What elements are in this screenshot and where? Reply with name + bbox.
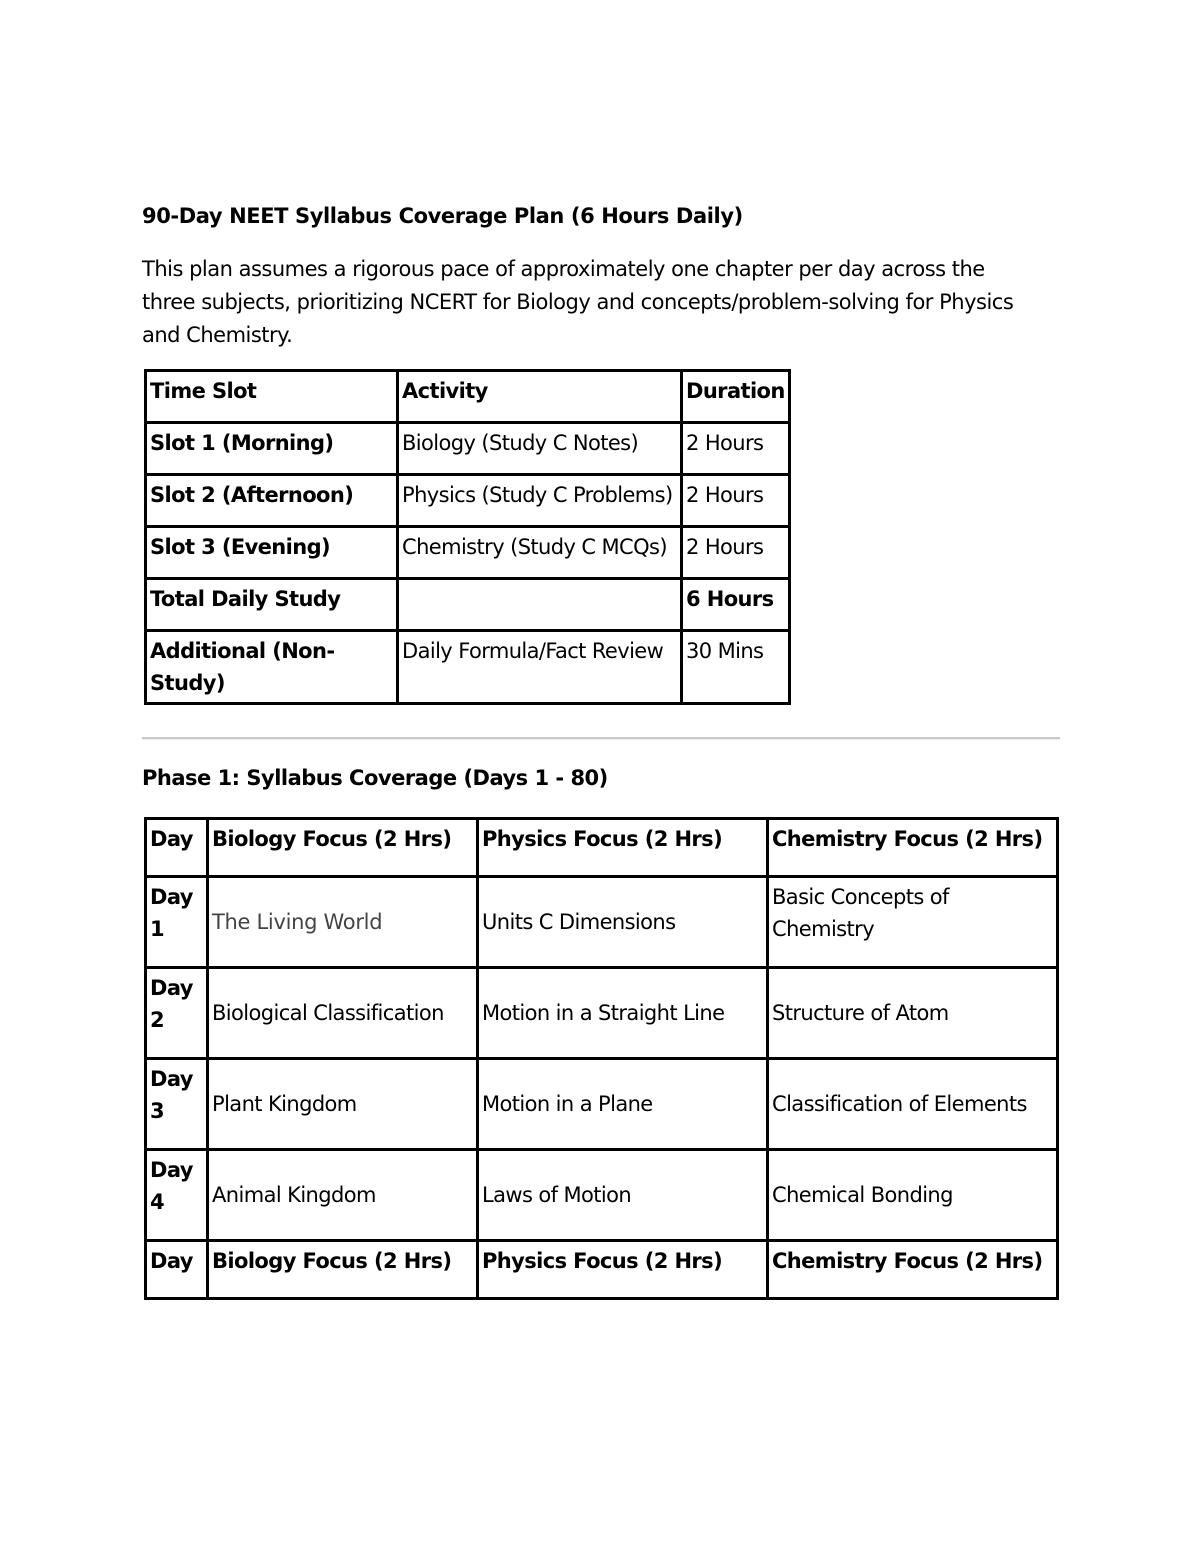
- document-title: 90-Day NEET Syllabus Coverage Plan (6 Hours Daily): [142, 204, 743, 228]
- activity-cell: Physics (Study C Problems): [398, 475, 682, 527]
- table-row: [146, 527, 790, 579]
- header-time-slot: Time Slot: [146, 371, 398, 423]
- chemistry-cell: Chemical Bonding: [768, 1150, 1058, 1241]
- biology-cell: Biological Classification: [208, 968, 478, 1059]
- daily-schedule-table: [144, 369, 791, 705]
- activity-cell: Daily Formula/Fact Review: [398, 631, 682, 704]
- slot-cell: Slot 3 (Evening): [146, 527, 398, 579]
- biology-cell: Plant Kingdom: [208, 1059, 478, 1150]
- duration-cell: 2 Hours: [682, 527, 790, 579]
- physics-cell: Motion in a Straight Line: [478, 968, 768, 1059]
- biology-topic: The Living World: [212, 910, 383, 934]
- footer-chemistry: Chemistry Focus (2 Hrs): [768, 1241, 1058, 1299]
- physics-cell: Laws of Motion: [478, 1150, 768, 1241]
- footer-biology: Biology Focus (2 Hrs): [208, 1241, 478, 1299]
- horizontal-divider: [142, 737, 1060, 739]
- table-row: [146, 579, 790, 631]
- table-row: [146, 475, 790, 527]
- table-row: [146, 968, 1058, 1059]
- activity-cell: Chemistry (Study C MCQs): [398, 527, 682, 579]
- table-row: [146, 1059, 1058, 1150]
- phase1-coverage-table: [144, 817, 1059, 1300]
- header-duration: Duration: [682, 371, 790, 423]
- slot-cell: Slot 1 (Morning): [146, 423, 398, 475]
- day-cell: Day 2: [146, 968, 208, 1059]
- chemistry-cell: Classification of Elements: [768, 1059, 1058, 1150]
- footer-physics: Physics Focus (2 Hrs): [478, 1241, 768, 1299]
- duration-cell: 30 Mins: [682, 631, 790, 704]
- chemistry-cell: Structure of Atom: [768, 968, 1058, 1059]
- day-cell: Day 1: [146, 877, 208, 968]
- biology-cell: [208, 877, 478, 968]
- phase-heading: Phase 1: Syllabus Coverage (Days 1 - 80): [142, 766, 608, 790]
- intro-paragraph: This plan assumes a rigorous pace of approximately one chapter per day across the three subjects, prioritizing NCERT for Biology and concepts/problem-solving for Physics and Chemistry.: [142, 257, 1014, 347]
- header-activity: Activity: [398, 371, 682, 423]
- slot-cell: Additional (Non-Study): [146, 631, 398, 704]
- header-chemistry: Chemistry Focus (2 Hrs): [768, 819, 1058, 877]
- activity-cell: [398, 579, 682, 631]
- day-cell: Day 4: [146, 1150, 208, 1241]
- footer-day: Day: [146, 1241, 208, 1299]
- table-row: [146, 423, 790, 475]
- header-biology: Biology Focus (2 Hrs): [208, 819, 478, 877]
- header-day: Day: [146, 819, 208, 877]
- table-row: [146, 631, 790, 704]
- slot-cell: Slot 2 (Afternoon): [146, 475, 398, 527]
- duration-cell: 6 Hours: [682, 579, 790, 631]
- table-header-row: [146, 371, 790, 423]
- physics-cell: Motion in a Plane: [478, 1059, 768, 1150]
- biology-cell: Animal Kingdom: [208, 1150, 478, 1241]
- day-cell: Day 3: [146, 1059, 208, 1150]
- slot-cell: Total Daily Study: [146, 579, 398, 631]
- chemistry-cell: Basic Concepts of Chemistry: [768, 877, 1058, 968]
- table-row: [146, 1150, 1058, 1241]
- activity-cell: Biology (Study C Notes): [398, 423, 682, 475]
- table-header-row: [146, 819, 1058, 877]
- table-row: [146, 877, 1058, 968]
- table-footer-row: [146, 1241, 1058, 1299]
- physics-cell: Units C Dimensions: [478, 877, 768, 968]
- duration-cell: 2 Hours: [682, 423, 790, 475]
- header-physics: Physics Focus (2 Hrs): [478, 819, 768, 877]
- duration-cell: 2 Hours: [682, 475, 790, 527]
